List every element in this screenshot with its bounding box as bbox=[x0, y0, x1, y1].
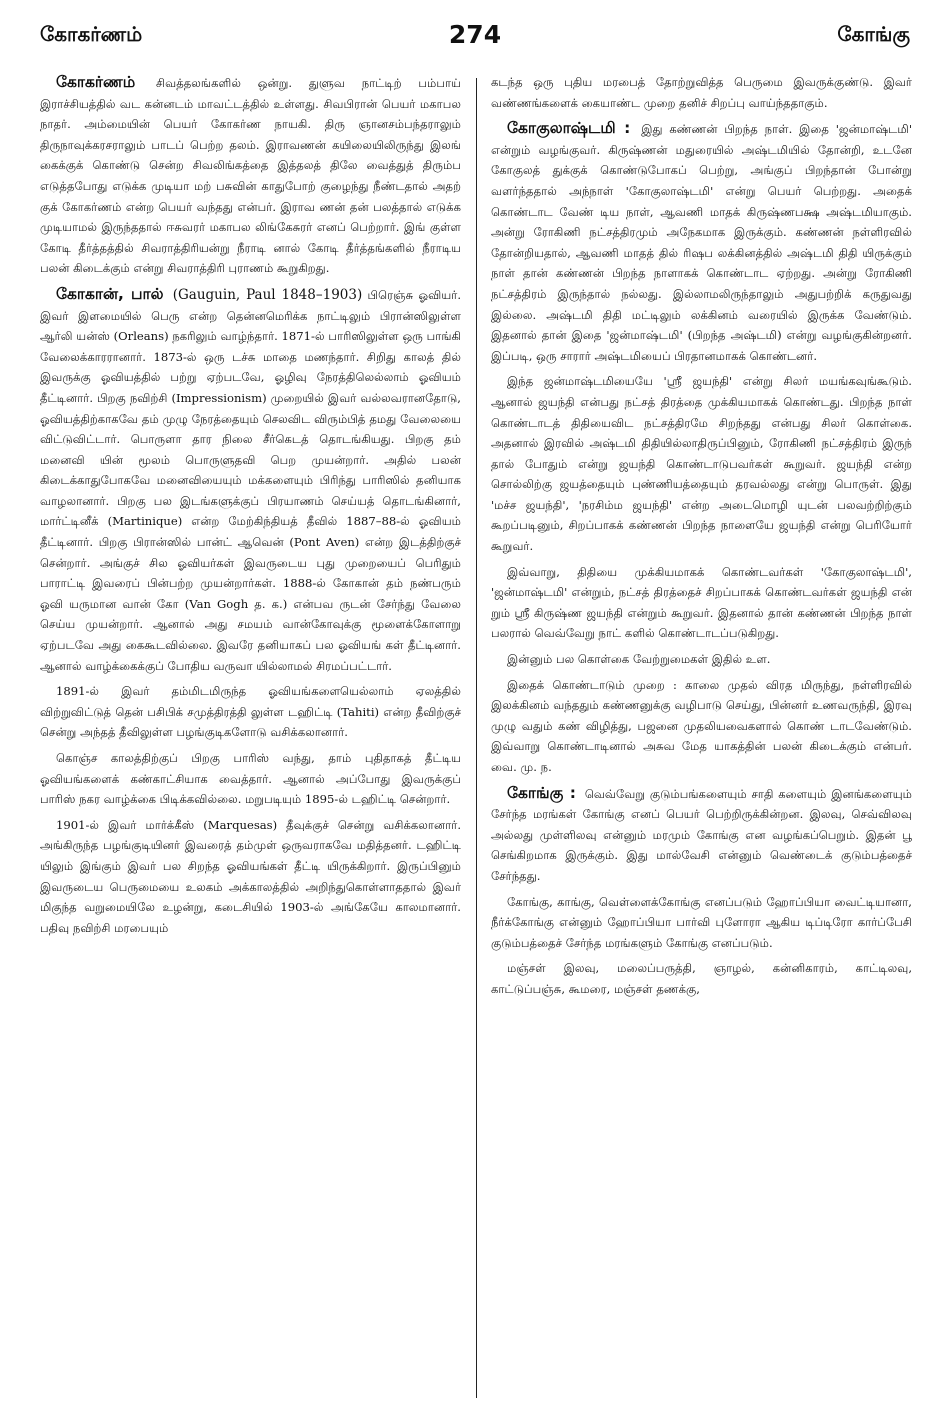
entry-text: வெவ்வேறு குடும்பங்களையும் சாதி களையும் இனங்களையும் சேர்ந்த மரங்கள் கோங்கு எனப் பெயர் பெற்றிருக்கின்றன. இலவு, செவ்விலவு அல்லது முள்ளிலவு என்னும் மரமும் கோங்கு என வழங்கப்பெறும். இதன் பூ செங்கிறமாக இருக்கும். இது மால்வேசி என்னும் வெண்டைக் குடும்பத்தைச் சேர்ந்தது. bbox=[491, 786, 912, 883]
paragraph: கொஞ்ச காலத்திற்குப் பிறகு பாரிஸ் வந்து, தாம் புதிதாகத் தீட்டிய ஓவியங்களைக் கண்காட்சியாக வைத்தார். ஆனால் அப்போது இவருக்குப் பாரிஸ் நகர வாழ்க்கை பிடிக்கவில்லை. மறுபடியும் 1895-ல் டஹிட்டி சென்றார். bbox=[40, 751, 461, 807]
headword-kongu: கோங்கு : bbox=[507, 783, 576, 802]
paragraph: 1891-ல் இவர் தம்மிடமிருந்த ஓவியங்களையெல்லாம் ஏலத்தில் விற்றுவிட்டுத் தென் பசிபிக் சமுத்திரத்தி லுள்ள டஹிட்டி (Tahiti) என்ற தீவிற்குச் சென்று அந்தத் தீவிலுள்ள பழங்குடிகளோடு வசிக்கலானார். bbox=[40, 684, 461, 740]
paragraph: இன்னும் பல கொள்கை வேற்றுமைகள் இதில் உள. bbox=[507, 652, 771, 667]
entry-text: சிவத்தலங்களில் ஒன்று. துளுவ நாட்டிற் பம்பாய் இராச்சியத்தில் வட கன்னடம் மாவட்டத்தில் உள்ளது. சிவபிரான் பெயர் மகாபல நாதர். அம்மையின் பெயர் கோகர்ண நாயகி. திரு ஞானசம்பந்தராலும் திருநாவுக்கரசராலும் பாடப் பெற்ற தலம். இராவணன் கயிலையிலிருந்து இலங் கைக்குக் கொண்டு சென்ற சிவலிங்கத்தை இத்தலத் திலே வைத்துத் திரும்ப எடுத்தபோது எடுக்க முடியா மற் பசுவின் காதுபோற் குழைந்து நீண்டதால் அதற் குக் கோகர்ணம் என்ற பெயர் வந்தது என்பர். இராவ ணன் தன் பலத்தால் எடுக்க முடியாமல் இருந்ததால் ஈசுவரர் மகாபல லிங்கேசுரர் எனப் பெற்றார். இங் குள்ள கோடி தீர்த்தத்தில் சிவராத்திரியன்று நீராடி னால் கோடி தீர்த்தங்களில் நீராடிய பலன் கிடைக்கும் என்று சிவராத்திரி புராணம் கூறுகிறது. bbox=[40, 76, 461, 276]
entry-gokarnam bbox=[40, 72, 461, 279]
column-divider bbox=[476, 78, 477, 1398]
two-column-body bbox=[40, 72, 912, 1412]
headword-gokarnam: கோகர்ணம் bbox=[56, 73, 136, 91]
paragraph: 1901-ல் இவர் மார்க்கீஸ் (Marquesas) தீவுக்குச் சென்று வசிக்கலானார். அங்கிருந்த பழங்குடியினர் இவரைத் தம்முள் ஒருவராகவே மதித்தனர். டஹிட்டி யிலும் இங்கும் இவர் பல சிறந்த ஓவியங்கள் தீட்டி யிருக்கிறார். இருப்பினும் இவருடைய பெருமையை உலகம் அக்காலத்தில் அறிந்துகொள்ளாததால் இவர் மிகுந்த வறுமையிலே உழன்று, கடைசியில் 1903-ல் அங்கேயே காலமானார். பதிவு நவிற்சி மரபையும் bbox=[40, 817, 461, 935]
paragraph: இதைக் கொண்டாடும் முறை : காலை முதல் விரத மிருந்து, நள்ளிரவில் இலக்கினம் வந்ததும் கண்ணனுக்கு வழிபாடு செய்து, பின்னர் உணவருந்தி, இரவு முழு வதும் கண் விழித்து, பஜனை முதலியவைகளால் கொண் டாடவேண்டும். இவ்வாறு கொண்டாடினால் அசுவ மேத யாகத்தின் பலன் கிடைக்கும் என்பர். வை. மு. ந. bbox=[491, 677, 912, 774]
page-number: 274 bbox=[448, 20, 502, 49]
headword-gokulashtami: கோகுலாஷ்டமி : bbox=[507, 119, 631, 138]
left-column bbox=[40, 72, 461, 1412]
headword-note: (Gauguin, Paul 1848–1903) bbox=[172, 286, 363, 303]
paragraph: இவ்வாறு, திதியை முக்கியமாகக் கொண்டவர்கள் 'கோகுலாஷ்டமி', 'ஜன்மாஷ்டமி' என்றும், நட்சத் திரத்தைச் சிறப்பாகக் கொண்டவர்கள் ஜயந்தி என் றும் ஸ்ரீ கிருஷ்ண ஜயந்தி என்றும் கூறுவர். இதனால் தான் கண்ணன் பிறந்த நாள் பலரால் வெவ்வேறு நாட் களில் கொண்டாடப்படுகிறது. bbox=[491, 564, 912, 641]
page-header bbox=[40, 22, 910, 72]
entry-gokulashtami bbox=[491, 118, 912, 366]
running-head-right: கோங்கு bbox=[837, 22, 910, 46]
running-head-left: கோகர்ணம் bbox=[40, 22, 143, 46]
entry-gauguin bbox=[40, 284, 461, 676]
paragraph: கோங்கு, காங்கு, வெள்ளைக்கோங்கு எனப்படும் ஹோப்பியா வைட்டியானா, நீர்க்கோங்கு என்னும் ஹோப்பியா பார்வி புளோரா ஆகிய டிப்டிரோ கார்ப்பேசி குடும்பத்தைச் சேர்ந்த மரங்களும் கோங்கு எனப்படும். bbox=[491, 894, 912, 950]
paragraph: இந்த ஜன்மாஷ்டமியையே 'ஸ்ரீ ஜயந்தி' என்று சிலர் மயங்கவுங்கூடும். ஆனால் ஜயந்தி என்பது நட்சத் திரத்தை முக்கியமாகக் கொண்டது. பிறந்த நாள் கொண்டாடத் திதியைவிட நட்சத்திரமே சிறந்தது என்பது சிலர் கொள்கை. அதனால் இரவில் அஷ்டமி திதியில்லாதிருப்பினும், ரோகிணி நட்சத்திரம் இருந் தால் போதும் என்று ஜயந்தி கொண்டாடுபவர்கள் கூறுவர். ஜயந்தி என்ற சொல்லிற்கு ஜயத்தையும் புண்ணியத்தையும் தரவல்லது என்று பொருள். இது 'மச்ச ஜயந்தி', 'நரசிம்ம ஜயந்தி' என்ற அடைமொழி யுடன் பலவற்றிற்கும் கூறப்படினும், சிறப்பாகக் கண்ணன் பிறந்த நாளையே ஜயந்தி என்று பெரியோர் கூறுவர். bbox=[491, 374, 912, 554]
paragraph-continued: கடந்த ஒரு புதிய மரபைத் தோற்றுவித்த பெருமை இவருக்குண்டு. இவர் வண்ணங்களைக் கையாண்ட முறை தனிச் சிறப்பு வாய்ந்ததாகும். bbox=[491, 75, 912, 110]
entry-text: பிரெஞ்சு ஓவியர். இவர் இளமையில் பெரு என்ற தென்னமெரிக்க நாட்டிலும் பிரான்ஸிலுள்ள ஆர்லி யன்ஸ் (Orleans) நகரிலும் வாழ்ந்தார். 1871-ல் பாரிஸிலுள்ள ஒரு பாங்கி வேலைக்காரரானார். 1873-ல் ஒரு டச்சு மாதை மணந்தார். சிறிது காலத் தில் இவருக்கு ஓவியத்தில் பற்று ஏற்படவே, ஓழிவு நேரத்திலெல்லாம் ஓவியம் தீட்டினார். பிறகு நவிற்சி (Impressionism) முறையில் இவர் வல்லவரானதோடு, ஓவியத்திற்காகவே தம் முழு நேரத்தையும் செலவிட விரும்பித் தமது வேலையை விட்டுவிட்டார். பொருளா தார நிலை சீர்கெடத் தொடங்கியது. பிறகு தம் மனைவி யின் மூலம் பொருளுதவி பெற முயன்றார். அதில் பலன் கிடைக்காதுபோகவே மனைவியையும் மக்களையும் பிரிந்து பாரிஸில் தனியாக வாழலானார். பிறகு பல இடங்களுக்குப் பிரயாணம் செய்யத் தொடங்கினார், மார்ட்டினீக் (Martinique) என்ற மேற்கிந்தியத் தீவில் 1887–88-ல் ஓவியம் தீட்டினார். பிறகு பிரான்ஸில் பான்ட் ஆவென் (Pont Aven) என்ற இடத்திற்குச் சென்றார். அங்குச் சில ஓவியர்கள் இவருடைய புது முறையைப் பெரிதும் பாராட்டி இவரைப் பின்பற்ற முயன்றார்கள். 1888-ல் கோகான் தம் நண்பரும் ஓவி யருமான வான் கோ (Van Gogh த. க.) என்பவ ருடன் சேர்ந்து வேலை செய்ய முயன்றார். ஆனால் அது சமயம் வான்கோவுக்கு மூளைக்கோளாறு ஏற்படவே அது கைகூடவில்லை. இவரே தனியாகப் பல ஓவியங் கள் தீட்டினார். ஆனால் வாழ்க்கைக்குப் போதிய வருவா யில்லாமல் சிரமப்பட்டார். bbox=[40, 287, 461, 673]
paragraph: மஞ்சள் இலவு, மலைப்பருத்தி, ஞாழல், கன்னிகாரம், காட்டிலவு, காட்டுப்பஞ்சு, கூமரை, மஞ்சள் தணக்கு, bbox=[491, 961, 912, 996]
headword-gauguin: கோகான், பால் bbox=[56, 284, 164, 303]
entry-text: இது கண்ணன் பிறந்த நாள். இதை 'ஜன்மாஷ்டமி' என்றும் வழங்குவர். கிருஷ்ணன் மதுரையில் அஷ்டமியில் தோன்றி, உடனே கோகுலத் துக்குக் கொண்டுபோகப் பெற்று, அங்குப் பிறந்தான் போன்று வளர்ந்ததால் அந்நாள் 'கோகுலாஷ்டமி' என்று பெயர் பெற்றது. அதைக் கொண்டாட வேண் டிய நாள், ஆவணி மாதக் கிருஷ்ணபக்ஷ அஷ்டமியாகும். அன்று ரோகிணி நட்சத்திரமும் அநேகமாக இருக்கும். கண்ணன் நள்ளிரவில் தோன்றியதால், ஆவணி மாதத் தில் ரிஷப லக்கினத்தில் அஷ்டமி திதி யிருக்கும் நாள் தான் கண்ணன் பிறந்த நாளாகக் கொண்டாட ஏற்றது. அன்று ரோகிணி நட்சத்திரம் இருந்தால் நல்லது. இல்லாமலிருந்தாலும் அதுபற்றிக் கருதுவது இல்லை. அஷ்டமி திதி மட்டிலும் லக்கினம் வரையில் இருக்க வேண்டும். இதனால் தான் இதை 'ஜன்மாஷ்டமி' (பிறந்த அஷ்டமி) என்று வழங்குகின்றனர். இப்படி, ஒரு சாரார் அஷ்டமியைப் பிரதானமாகக் கொண்டனர். bbox=[491, 122, 912, 363]
right-column bbox=[491, 72, 912, 1412]
entry-kongu bbox=[491, 783, 912, 887]
